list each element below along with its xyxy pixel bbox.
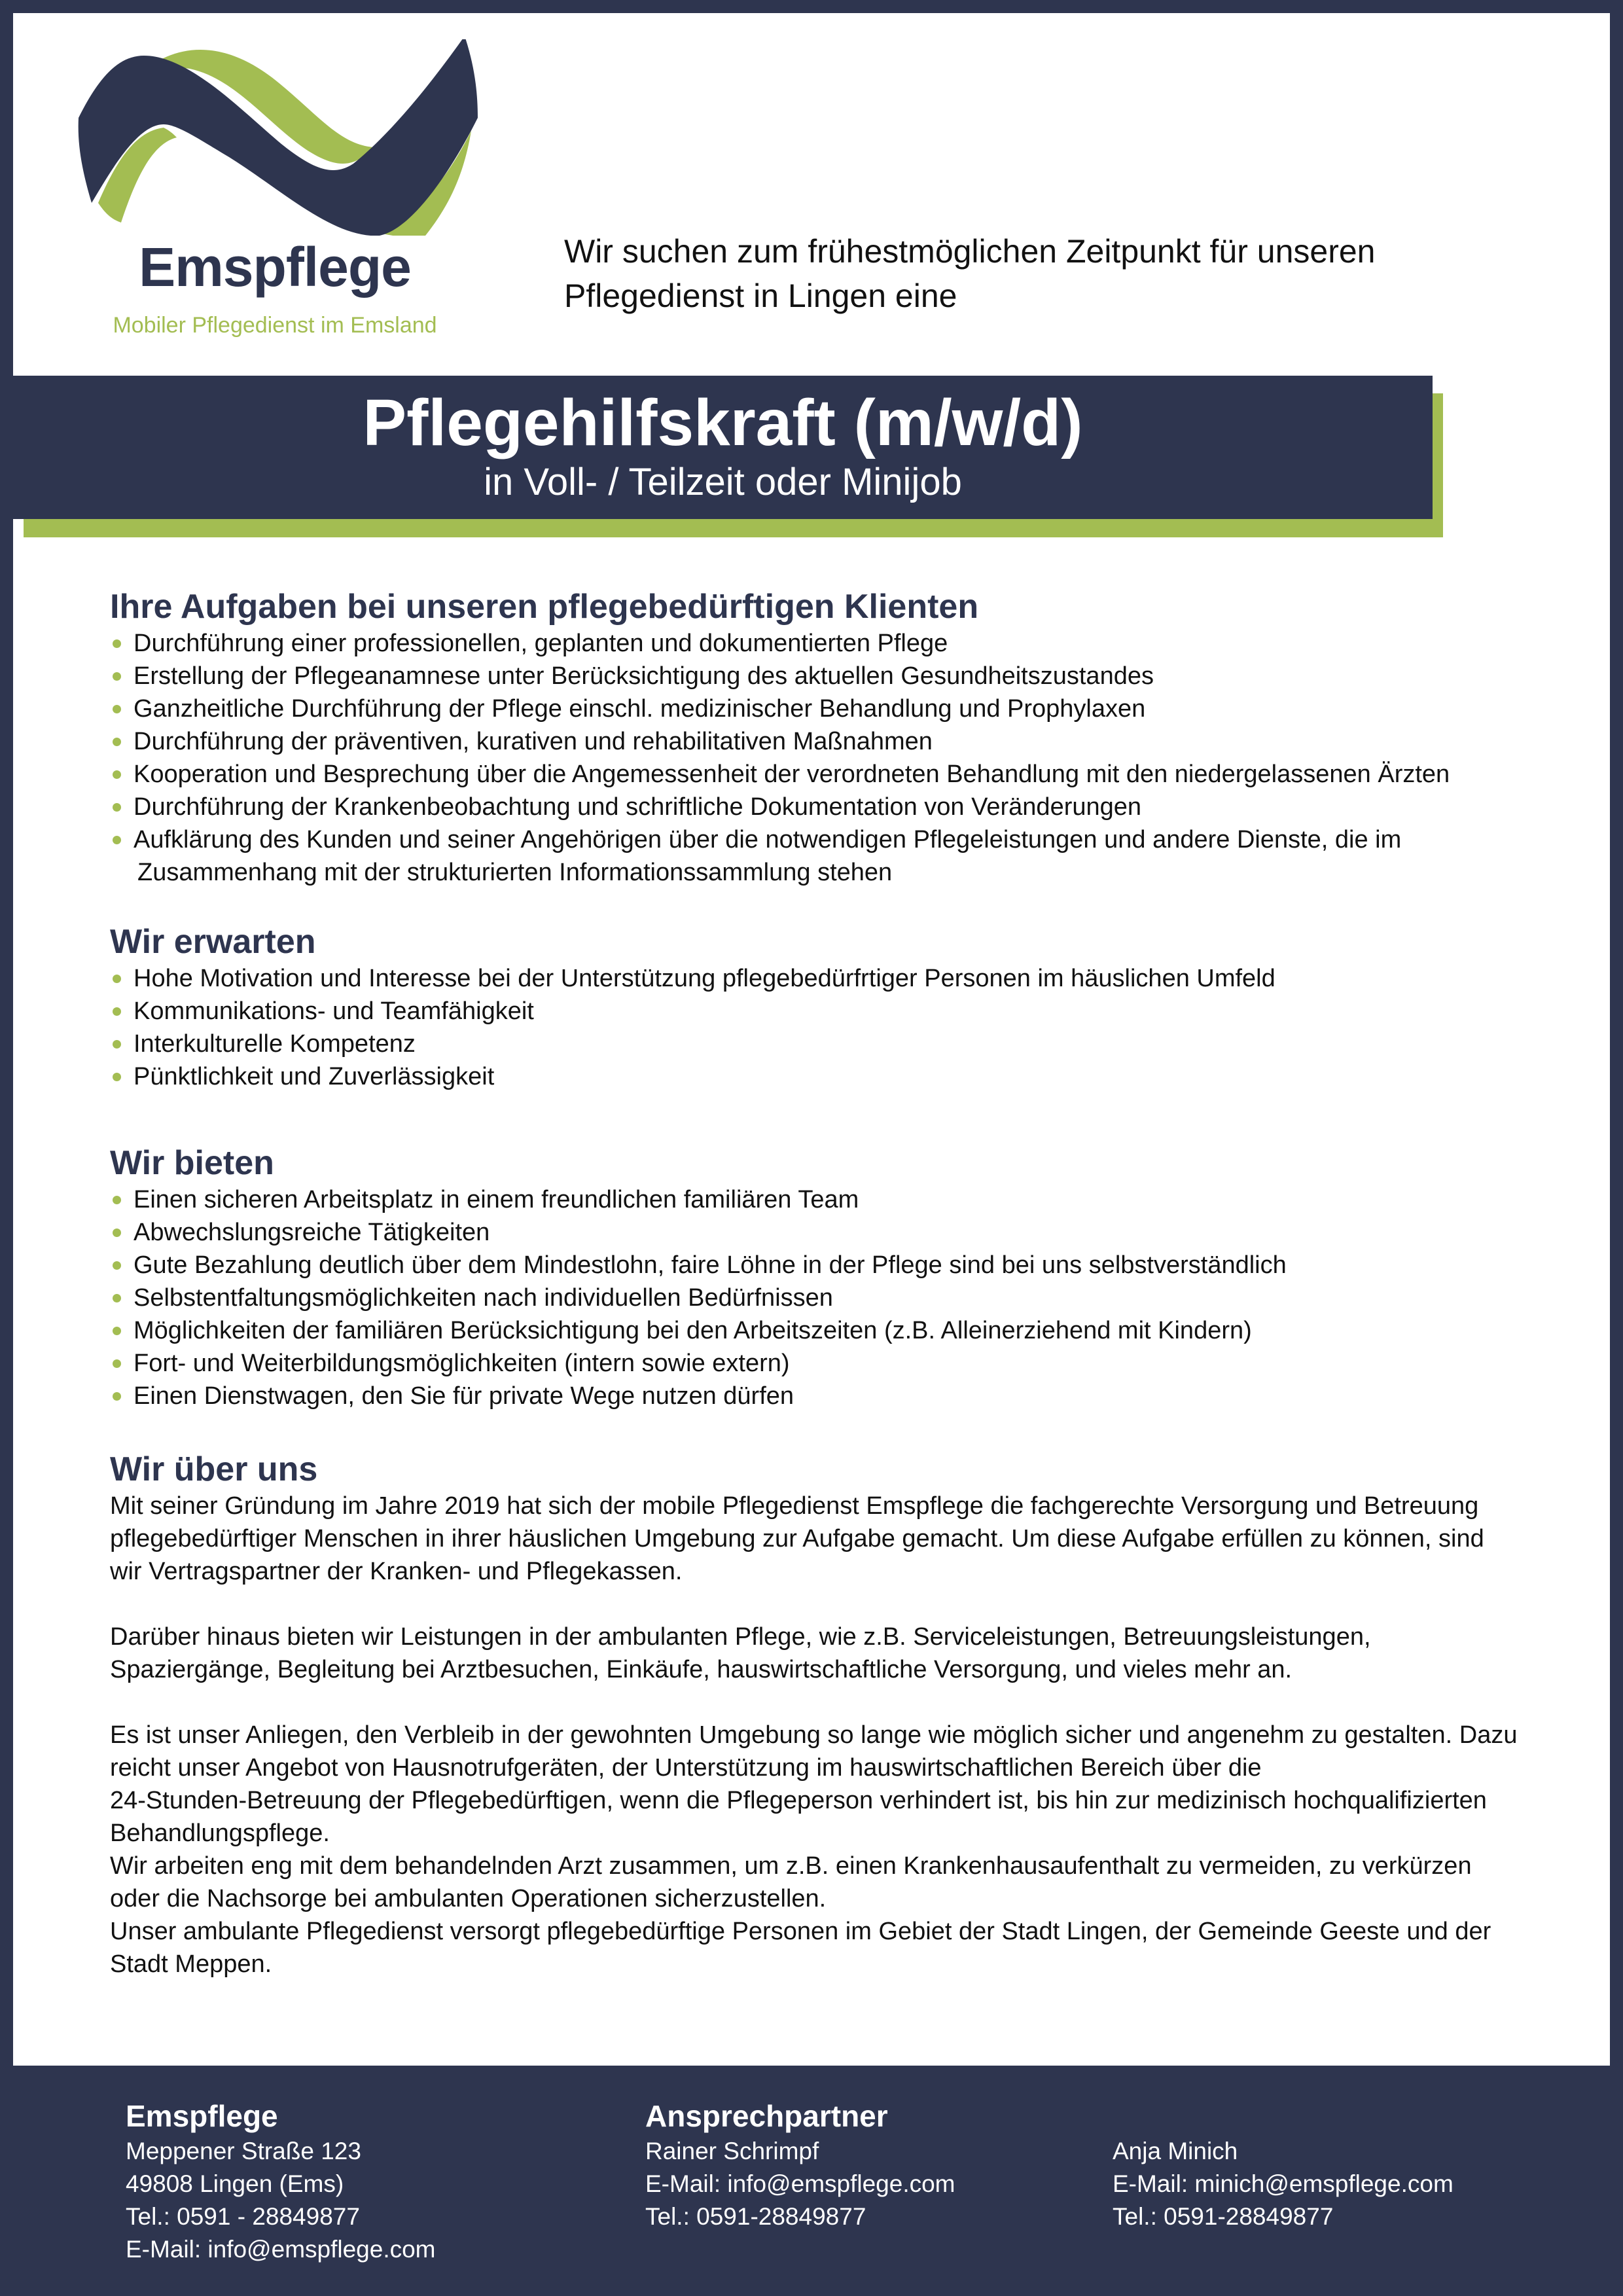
list-item-text: Gute Bezahlung deutlich über dem Mindestlohn, faire Löhne in der Pflege sind bei uns selbstverständlich xyxy=(134,1251,1287,1279)
bullet-icon xyxy=(113,1261,121,1270)
footer-company xyxy=(126,2097,436,2266)
contact-email[interactable]: E-Mail: minich@emspflege.com xyxy=(1113,2170,1454,2197)
list-item-text: Durchführung der Krankenbeobachtung und schriftliche Dokumentation von Veränderungen xyxy=(134,793,1142,821)
list-item-text: Kooperation und Besprechung über die Angemessenheit der verordneten Behandlung mit den niedergelassenen Ärzten xyxy=(134,761,1450,788)
list-item xyxy=(110,692,1563,725)
footer-contact-1 xyxy=(645,2097,955,2233)
paragraph-line: pflegebedürftiger Menschen in ihrer häuslichen Umgebung zur Aufgabe gemacht. Um diese Aufgabe erfüllen zu können, sind xyxy=(110,1525,1484,1552)
list-item-text: Interkulturelle Kompetenz xyxy=(134,1030,416,1058)
list-item-text: Pünktlichkeit und Zuverlässigkeit xyxy=(134,1063,495,1090)
bullet-icon xyxy=(113,672,121,681)
footer-contacts-heading: Ansprechpartner xyxy=(645,2099,888,2133)
list-item-text: Ganzheitliche Durchführung der Pflege einschl. medizinischer Behandlung und Prophylaxen xyxy=(134,695,1146,723)
logo-tagline: Mobiler Pflegedienst im Emsland xyxy=(113,313,437,338)
bullet-icon xyxy=(113,705,121,713)
list-item-text: Erstellung der Pflegeanamnese unter Berücksichtigung des aktuellen Gesundheitszustandes xyxy=(134,662,1154,690)
list-item-text: Durchführung einer professionellen, geplanten und dokumentierten Pflege xyxy=(134,630,948,657)
logo-wave-icon xyxy=(72,39,491,236)
paragraph-line: Wir arbeiten eng mit dem behandelnden Arzt zusammen, um z.B. einen Krankenhausaufenthalt zu vermeiden, zu verkürzen xyxy=(110,1852,1472,1880)
bullet-icon xyxy=(113,975,121,983)
contact-phone: Tel.: 0591-28849877 xyxy=(645,2203,866,2230)
list-item xyxy=(110,1314,1563,1347)
footer-email[interactable]: E-Mail: info@emspflege.com xyxy=(126,2236,436,2263)
footer xyxy=(0,2066,1623,2296)
bullet-icon xyxy=(113,1359,121,1368)
list-item xyxy=(110,1060,1563,1093)
bullet-icon xyxy=(113,803,121,812)
job-title: Pflegehilfskraft (m/w/d) xyxy=(363,386,1083,459)
footer-contact-2 xyxy=(1113,2097,1454,2233)
paragraph-line: 24-Stunden-Betreuung der Pflegebedürftigen, wenn die Pflegeperson verhindert ist, bis hin zur medizinisch hochqualifizierten xyxy=(110,1787,1487,1814)
list-item-text: Aufklärung des Kunden und seiner Angehörigen über die notwendigen Pflegeleistungen und andere Dienste, die im xyxy=(134,826,1402,853)
list-item xyxy=(110,758,1563,791)
list-item-text: Abwechslungsreiche Tätigkeiten xyxy=(134,1219,490,1246)
list-item-text: Fort- und Weiterbildungsmöglichkeiten (intern sowie extern) xyxy=(134,1350,790,1377)
section-heading: Wir über uns xyxy=(110,1450,318,1488)
list-item-text: Einen sicheren Arbeitsplatz in einem freundlichen familiären Team xyxy=(134,1186,859,1213)
paragraph-line: Spaziergänge, Begleitung bei Arztbesuchen, Einkäufe, hauswirtschaftliche Versorgung, und vieles mehr an. xyxy=(110,1656,1293,1683)
section-aufgaben xyxy=(110,586,1563,889)
contact-name: Rainer Schrimpf xyxy=(645,2138,819,2164)
list-item xyxy=(110,995,1563,1028)
paragraph-line: Es ist unser Anliegen, den Verbleib in der gewohnten Umgebung so lange wie möglich sicher und angenehm zu gestalten. Dazu xyxy=(110,1721,1518,1749)
paragraph-line: Darüber hinaus bieten wir Leistungen in der ambulanten Pflege, wie z.B. Serviceleistungen, Betreuungsleistungen, xyxy=(110,1623,1371,1651)
paragraph-line: Stadt Meppen. xyxy=(110,1950,272,1978)
list-item xyxy=(110,660,1563,692)
footer-company-name: Emspflege xyxy=(126,2099,278,2133)
intro-line: Pflegedienst in Lingen eine xyxy=(564,278,957,314)
bullet-icon xyxy=(113,770,121,779)
intro-line: Wir suchen zum frühestmöglichen Zeitpunkt für unseren xyxy=(564,233,1376,270)
list-item-text: Durchführung der präventiven, kurativen und rehabilitativen Maßnahmen xyxy=(134,728,933,755)
bullet-icon xyxy=(113,836,121,844)
footer-address-street: Meppener Straße 123 xyxy=(126,2138,361,2164)
paragraph-line: oder die Nachsorge bei ambulanten Operationen sicherzustellen. xyxy=(110,1885,827,1912)
list-item xyxy=(110,1347,1563,1380)
list-item xyxy=(110,725,1563,758)
list-item xyxy=(110,962,1563,995)
bullet-icon xyxy=(113,1007,121,1016)
paragraph-line: wir Vertragspartner der Kranken- und Pflegekassen. xyxy=(110,1558,683,1585)
paragraph-line: Behandlungspflege. xyxy=(110,1820,330,1847)
bullet-icon xyxy=(113,1040,121,1049)
job-subtitle: in Voll- / Teilzeit oder Minijob xyxy=(484,461,962,503)
list-item-text: Selbstentfaltungsmöglichkeiten nach individuellen Bedürfnissen xyxy=(134,1284,833,1312)
section-heading: Wir erwarten xyxy=(110,923,316,961)
list-item xyxy=(110,1380,1563,1412)
section-heading: Wir bieten xyxy=(110,1144,274,1182)
expectation-list xyxy=(110,962,1563,1093)
intro-text xyxy=(564,229,1375,318)
list-item xyxy=(110,1249,1563,1282)
footer-phone: Tel.: 0591 - 28849877 xyxy=(126,2203,360,2230)
logo xyxy=(72,39,491,353)
contact-phone: Tel.: 0591-28849877 xyxy=(1113,2203,1334,2230)
bullet-icon xyxy=(113,1229,121,1237)
list-item-continuation: Zusammenhang mit der strukturierten Informationssammlung stehen xyxy=(137,859,893,886)
list-item-text: Möglichkeiten der familiären Berücksichtigung bei den Arbeitszeiten (z.B. Alleinerziehend mit Kindern) xyxy=(134,1317,1252,1344)
section-heading: Ihre Aufgaben bei unseren pflegebedürftigen Klienten xyxy=(110,588,979,626)
contact-name: Anja Minich xyxy=(1113,2138,1238,2164)
section-erwarten xyxy=(110,922,1563,1093)
bullet-icon xyxy=(113,1327,121,1335)
bullet-icon xyxy=(113,1196,121,1204)
bullet-icon xyxy=(113,1294,121,1302)
bullet-icon xyxy=(113,639,121,648)
logo-name: Emspflege xyxy=(139,236,411,298)
footer-address-city: 49808 Lingen (Ems) xyxy=(126,2170,344,2197)
paragraph-line: Mit seiner Gründung im Jahre 2019 hat sich der mobile Pflegedienst Emspflege die fachgerechte Versorgung und Betreuung xyxy=(110,1492,1479,1520)
paragraph-line: reicht unser Angebot von Hausnotrufgeräten, der Unterstützung im hauswirtschaftlichen Bereich über die xyxy=(110,1754,1262,1782)
list-item-text: Einen Dienstwagen, den Sie für private Wege nutzen dürfen xyxy=(134,1382,794,1410)
task-list xyxy=(110,627,1563,889)
job-title-banner xyxy=(13,376,1433,519)
offer-list xyxy=(110,1183,1563,1412)
list-item-text: Hohe Motivation und Interesse bei der Unterstützung pflegebedürfrtiger Personen im häuslichen Umfeld xyxy=(134,965,1275,992)
section-bieten xyxy=(110,1143,1563,1412)
list-item-text: Kommunikations- und Teamfähigkeit xyxy=(134,997,534,1025)
about-paragraph xyxy=(110,1490,1563,1981)
list-item xyxy=(110,1216,1563,1249)
list-item xyxy=(110,1183,1563,1216)
list-item xyxy=(110,1282,1563,1314)
bullet-icon xyxy=(113,738,121,746)
contact-email[interactable]: E-Mail: info@emspflege.com xyxy=(645,2170,955,2197)
section-ueber-uns xyxy=(110,1449,1563,1981)
list-item xyxy=(110,823,1563,889)
bullet-icon xyxy=(113,1392,121,1401)
list-item xyxy=(110,791,1563,823)
list-item xyxy=(110,1028,1563,1060)
paragraph-line: Unser ambulante Pflegedienst versorgt pflegebedürftige Personen im Gebiet der Stadt Lingen, der Gemeinde Geeste und der xyxy=(110,1918,1491,1945)
list-item xyxy=(110,627,1563,660)
bullet-icon xyxy=(113,1073,121,1081)
